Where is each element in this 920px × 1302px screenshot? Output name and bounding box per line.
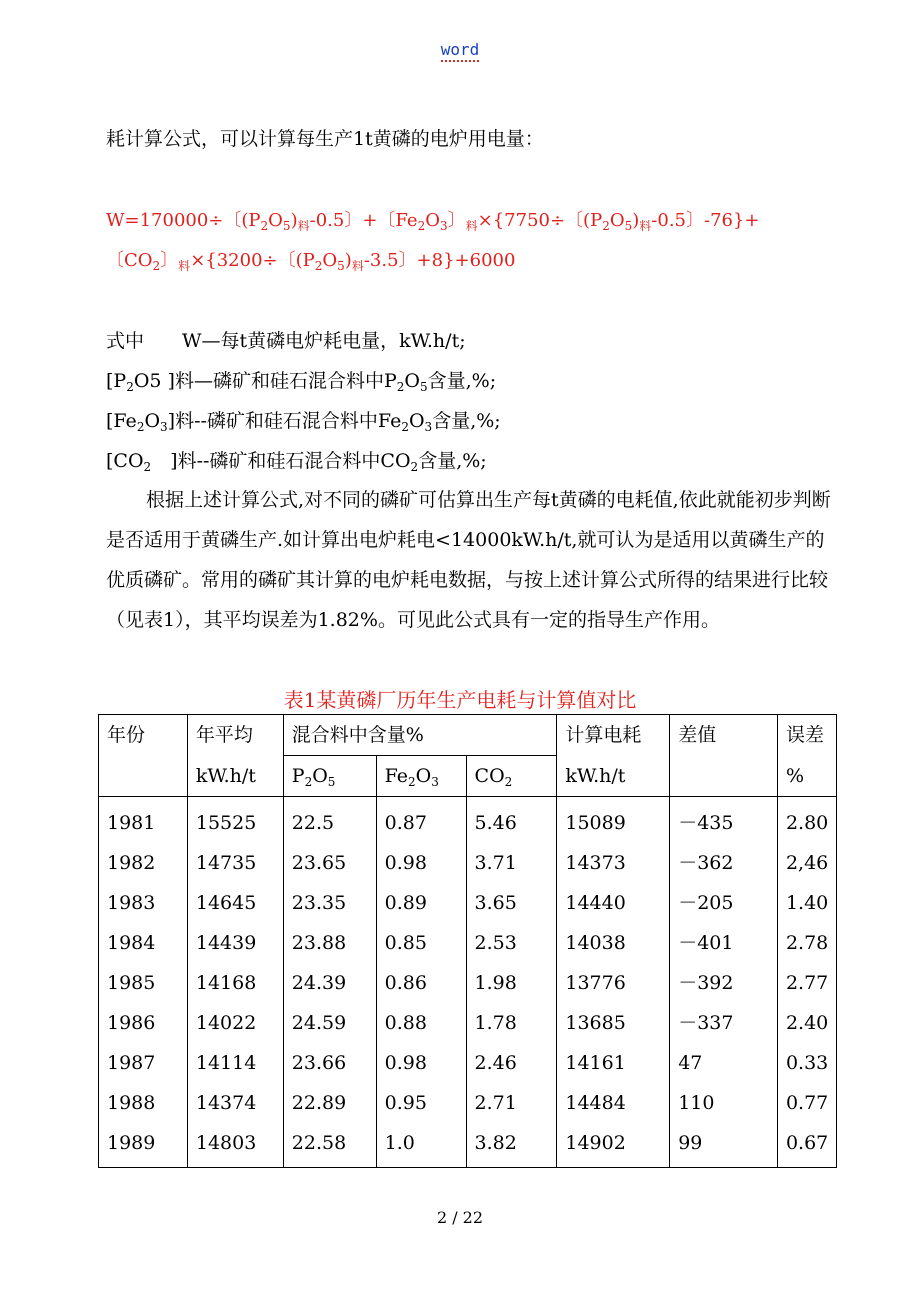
cell-annual: 14645 bbox=[187, 883, 283, 923]
header-co2: $CO_2$ bbox=[466, 756, 557, 797]
cell-annual: 14114 bbox=[187, 1043, 283, 1083]
cell-co2: 1.98 bbox=[466, 963, 557, 1003]
cell-fe2o3: 0.88 bbox=[376, 1003, 466, 1043]
cell-err: 0.33 bbox=[777, 1043, 836, 1083]
cell-p2o5: 22.89 bbox=[283, 1083, 376, 1123]
cell-diff: －337 bbox=[670, 1003, 778, 1043]
cell-co2: 1.78 bbox=[466, 1003, 557, 1043]
intro-text: 耗计算公式，可以计算每生产1t黄磷的电炉用电量： bbox=[106, 128, 544, 150]
cell-err: 0.77 bbox=[777, 1083, 836, 1123]
header-year: 年份 bbox=[99, 715, 188, 797]
cell-year: 1982 bbox=[99, 843, 188, 883]
cell-err: 2.80 bbox=[777, 797, 836, 844]
cell-diff: －205 bbox=[670, 883, 778, 923]
cell-calc: 14161 bbox=[557, 1043, 670, 1083]
cell-p2o5: 23.66 bbox=[283, 1043, 376, 1083]
table-row bbox=[99, 1043, 837, 1083]
cell-fe2o3: 0.86 bbox=[376, 963, 466, 1003]
cell-calc: 14902 bbox=[557, 1123, 670, 1168]
cell-annual: 14168 bbox=[187, 963, 283, 1003]
cell-err: 2,46 bbox=[777, 843, 836, 883]
cell-calc: 14038 bbox=[557, 923, 670, 963]
cell-p2o5: 22.5 bbox=[283, 797, 376, 844]
cell-co2: 2.53 bbox=[466, 923, 557, 963]
cell-co2: 3.82 bbox=[466, 1123, 557, 1168]
cell-fe2o3: 0.89 bbox=[376, 883, 466, 923]
cell-err: 2.40 bbox=[777, 1003, 836, 1043]
cell-calc: 13685 bbox=[557, 1003, 670, 1043]
cell-p2o5: 23.88 bbox=[283, 923, 376, 963]
table-row bbox=[99, 963, 837, 1003]
header-mix: 混合料中含量% bbox=[283, 715, 557, 756]
table-row bbox=[99, 797, 837, 844]
page-number: 2 / 22 bbox=[436, 1208, 484, 1227]
cell-co2: 3.71 bbox=[466, 843, 557, 883]
comparison-table bbox=[98, 714, 837, 1168]
cell-calc: 13776 bbox=[557, 963, 670, 1003]
cell-err: 2.78 bbox=[777, 923, 836, 963]
cell-co2: 5.46 bbox=[466, 797, 557, 844]
table-row bbox=[99, 1123, 837, 1168]
header-annual-unit: kW.h/t bbox=[187, 756, 283, 797]
definition-w: 式中 W—每t黄磷电炉耗电量，kW.h/t; bbox=[106, 330, 466, 352]
header-fe2o3: $Fe_2O_3$ bbox=[376, 756, 466, 797]
table-row bbox=[99, 843, 837, 883]
cell-fe2o3: 1.0 bbox=[376, 1123, 466, 1168]
cell-year: 1984 bbox=[99, 923, 188, 963]
cell-co2: 2.46 bbox=[466, 1043, 557, 1083]
cell-p2o5: 23.65 bbox=[283, 843, 376, 883]
cell-diff: 47 bbox=[670, 1043, 778, 1083]
cell-calc: 14440 bbox=[557, 883, 670, 923]
cell-annual: 14735 bbox=[187, 843, 283, 883]
cell-co2: 2.71 bbox=[466, 1083, 557, 1123]
cell-err: 2.77 bbox=[777, 963, 836, 1003]
cell-year: 1981 bbox=[99, 797, 188, 844]
definition-fe2o3: $[Fe_2O_3]$料--磷矿和硅石混合料中$Fe_2O_3$含量,%; bbox=[106, 410, 501, 434]
cell-fe2o3: 0.87 bbox=[376, 797, 466, 844]
header-p2o5: $P_2O_5$ bbox=[283, 756, 376, 797]
cell-co2: 3.65 bbox=[466, 883, 557, 923]
cell-year: 1985 bbox=[99, 963, 188, 1003]
cell-err: 1.40 bbox=[777, 883, 836, 923]
cell-calc: 15089 bbox=[557, 797, 670, 844]
cell-year: 1987 bbox=[99, 1043, 188, 1083]
table-header-row-1 bbox=[99, 715, 837, 756]
header-calc: 计算电耗 bbox=[557, 715, 670, 756]
header-err-unit: % bbox=[777, 756, 836, 797]
cell-annual: 14439 bbox=[187, 923, 283, 963]
cell-annual: 14022 bbox=[187, 1003, 283, 1043]
cell-err: 0.67 bbox=[777, 1123, 836, 1168]
cell-fe2o3: 0.95 bbox=[376, 1083, 466, 1123]
cell-fe2o3: 0.85 bbox=[376, 923, 466, 963]
cell-diff: 99 bbox=[670, 1123, 778, 1168]
header-calc-unit: kW.h/t bbox=[557, 756, 670, 797]
body-paragraph: 根据上述计算公式,对不同的磷矿可估算出生产每t黄磷的电耗值,依此就能初步判断是否适用于黄磷生产.如计算出电炉耗电<14000kW.h/t,就可认为是适用以黄磷生产的优质磷矿。常用的磷矿其计算的电炉耗电数据，与按上述计算公式所得的结果进行比较（见表1），其平均误差为1.82%。可见此公式具有一定的指导生产作用。 bbox=[106, 489, 831, 631]
header-annual: 年平均 bbox=[187, 715, 283, 756]
header-err: 误差 bbox=[777, 715, 836, 756]
table-row bbox=[99, 1083, 837, 1123]
definition-co2: [$CO_2$ ]料--磷矿和硅石混合料中$CO_2$含量,%; bbox=[106, 450, 487, 474]
cell-annual: 15525 bbox=[187, 797, 283, 844]
formula-line-1: W=170000÷〔$(P_2O_5)_料-0.5$〕+〔$Fe_2O_3$〕$_料$×{7750÷〔$(P_2O_5)_料-0.5$〕-76}+ bbox=[106, 210, 760, 233]
cell-diff: 110 bbox=[670, 1083, 778, 1123]
cell-diff: －435 bbox=[670, 797, 778, 844]
cell-calc: 14373 bbox=[557, 843, 670, 883]
cell-annual: 14803 bbox=[187, 1123, 283, 1168]
cell-calc: 14484 bbox=[557, 1083, 670, 1123]
cell-diff: －401 bbox=[670, 923, 778, 963]
table-row bbox=[99, 883, 837, 923]
cell-year: 1989 bbox=[99, 1123, 188, 1168]
header-link-word[interactable]: word bbox=[0, 40, 920, 59]
cell-p2o5: 24.59 bbox=[283, 1003, 376, 1043]
table-row bbox=[99, 923, 837, 963]
cell-year: 1988 bbox=[99, 1083, 188, 1123]
table-caption: 表1某黄磷厂历年生产电耗与计算值对比 bbox=[283, 688, 637, 712]
formula-line-2: 〔$CO_2$〕$_料$×{3200÷〔$(P_2O_5)_料-3.5$〕+8}+6000 bbox=[106, 250, 516, 273]
cell-fe2o3: 0.98 bbox=[376, 1043, 466, 1083]
cell-diff: －362 bbox=[670, 843, 778, 883]
definition-p2o5: [$P_2O5$ ]料—磷矿和硅石混合料中$P_2O_5$含量,%; bbox=[106, 370, 497, 394]
cell-diff: －392 bbox=[670, 963, 778, 1003]
table-row bbox=[99, 1003, 837, 1043]
header-diff: 差值 bbox=[670, 715, 778, 797]
cell-p2o5: 22.58 bbox=[283, 1123, 376, 1168]
cell-fe2o3: 0.98 bbox=[376, 843, 466, 883]
cell-year: 1986 bbox=[99, 1003, 188, 1043]
cell-p2o5: 23.35 bbox=[283, 883, 376, 923]
cell-p2o5: 24.39 bbox=[283, 963, 376, 1003]
cell-annual: 14374 bbox=[187, 1083, 283, 1123]
cell-year: 1983 bbox=[99, 883, 188, 923]
